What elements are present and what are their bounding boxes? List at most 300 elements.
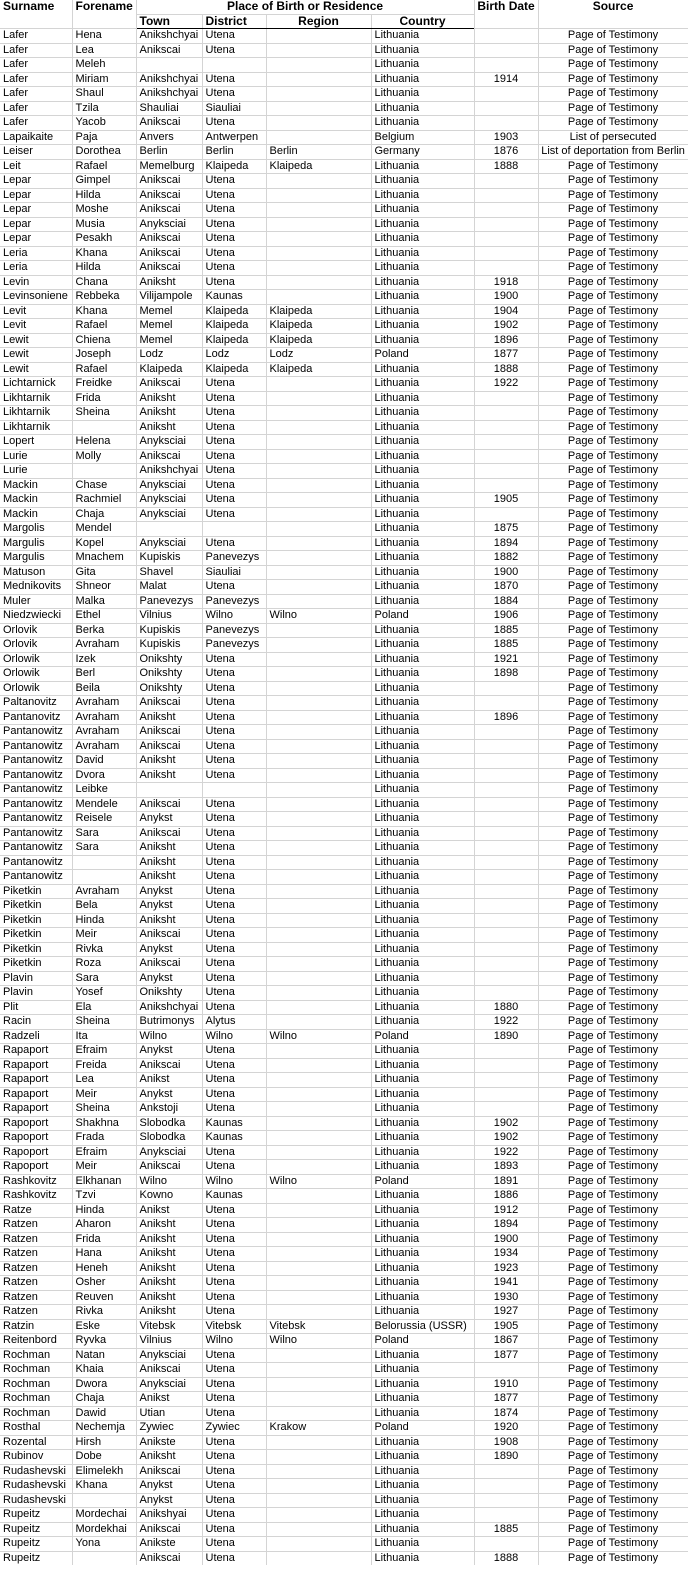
source-cell: Page of Testimony [538,1334,688,1349]
source-cell: Page of Testimony [538,957,688,972]
surname-cell: Pantanovitz [0,710,72,725]
birth-date-cell [474,957,538,972]
birth-date-cell: 1903 [474,130,538,145]
source-cell: Page of Testimony [538,362,688,377]
forename-cell: Frida [72,1232,136,1247]
birth-date-cell [474,420,538,435]
surname-cell: Ratzen [0,1290,72,1305]
header-town: Town [136,14,202,29]
forename-cell: Hirsh [72,1435,136,1450]
region-cell [266,1276,371,1291]
source-cell: List of deportation from Berlin [538,145,688,160]
source-cell: Page of Testimony [538,43,688,58]
district-cell: Utena [202,870,266,885]
table-row [0,957,688,972]
table-row [0,1203,688,1218]
forename-cell: Beila [72,681,136,696]
forename-cell: Paja [72,130,136,145]
district-cell: Alytus [202,1015,266,1030]
table-row [0,72,688,87]
forename-cell: Gimpel [72,174,136,189]
town-cell: Anikscai [136,188,202,203]
district-cell: Wilno [202,1174,266,1189]
birth-date-cell [474,1537,538,1552]
region-cell [266,493,371,508]
table-row [0,768,688,783]
district-cell: Vitebsk [202,1319,266,1334]
birth-date-cell: 1884 [474,594,538,609]
country-cell: Lithuania [371,362,474,377]
table-row [0,304,688,319]
surname-cell: Radzeli [0,1029,72,1044]
surname-cell: Rudashevski [0,1479,72,1494]
source-cell: Page of Testimony [538,652,688,667]
table-row [0,1334,688,1349]
district-cell: Utena [202,884,266,899]
surname-cell: Pantanowitz [0,855,72,870]
table-row [0,725,688,740]
forename-cell: Izek [72,652,136,667]
surname-cell: Lafer [0,87,72,102]
birth-date-cell [474,261,538,276]
source-cell: Page of Testimony [538,333,688,348]
district-cell: Klaipeda [202,333,266,348]
district-cell: Panevezys [202,594,266,609]
region-cell [266,406,371,421]
source-cell: Page of Testimony [538,1029,688,1044]
country-cell: Lithuania [371,406,474,421]
district-cell: Klaipeda [202,304,266,319]
birth-date-cell: 1888 [474,1551,538,1565]
town-cell: Aniksht [136,1290,202,1305]
district-cell: Utena [202,449,266,464]
region-cell [266,1392,371,1407]
forename-cell: Yona [72,1537,136,1552]
birth-date-cell: 1896 [474,333,538,348]
region-cell: Klaipeda [266,304,371,319]
birth-date-cell [474,1464,538,1479]
birth-date-cell [474,681,538,696]
region-cell [266,797,371,812]
town-cell: Anikscai [136,174,202,189]
country-cell: Lithuania [371,203,474,218]
source-cell: Page of Testimony [538,884,688,899]
header-surname: Surname [0,0,72,29]
town-cell: Aniksht [136,1218,202,1233]
town-cell: Anikshchyai [136,1000,202,1015]
surname-cell: Rochman [0,1377,72,1392]
town-cell: Aniksht [136,391,202,406]
region-cell [266,58,371,73]
region-cell [266,1464,371,1479]
table-row [0,58,688,73]
source-cell: Page of Testimony [538,203,688,218]
district-cell: Wilno [202,1029,266,1044]
region-cell [266,1160,371,1175]
source-cell: Page of Testimony [538,594,688,609]
forename-cell: Rafael [72,159,136,174]
town-cell: Anikscai [136,116,202,131]
surname-cell: Niedzwiecki [0,609,72,624]
town-cell: Aniksht [136,1450,202,1465]
surname-cell: Paltanovitz [0,696,72,711]
birth-date-cell: 1888 [474,159,538,174]
country-cell: Lithuania [371,1145,474,1160]
region-cell [266,1073,371,1088]
birth-date-cell: 1894 [474,1218,538,1233]
region-cell [266,913,371,928]
table-row [0,1392,688,1407]
forename-cell: Hana [72,1247,136,1262]
table-row [0,464,688,479]
forename-cell: Shaul [72,87,136,102]
region-cell [266,1203,371,1218]
town-cell: Wilno [136,1174,202,1189]
birth-date-cell: 1900 [474,1232,538,1247]
country-cell: Poland [371,1174,474,1189]
town-cell: Anyksciai [136,1348,202,1363]
table-row [0,681,688,696]
forename-cell: Shakhna [72,1116,136,1131]
country-cell: Lithuania [371,1073,474,1088]
source-cell: Page of Testimony [538,971,688,986]
region-cell [266,1131,371,1146]
surname-cell: Piketkin [0,899,72,914]
source-cell: Page of Testimony [538,304,688,319]
table-row [0,942,688,957]
district-cell: Utena [202,1102,266,1117]
forename-cell: Avraham [72,739,136,754]
table-row [0,913,688,928]
region-cell [266,391,371,406]
birth-date-cell: 1894 [474,536,538,551]
district-cell: Utena [202,1218,266,1233]
region-cell [266,232,371,247]
district-cell: Utena [202,1537,266,1552]
surname-cell: Plit [0,1000,72,1015]
header-district: District [202,14,266,29]
source-cell: Page of Testimony [538,1044,688,1059]
birth-date-cell: 1885 [474,638,538,653]
source-cell: Page of Testimony [538,464,688,479]
birth-date-cell: 1880 [474,1000,538,1015]
surname-cell: Piketkin [0,884,72,899]
country-cell: Lithuania [371,826,474,841]
region-cell [266,1232,371,1247]
town-cell: Anikscai [136,696,202,711]
table-row [0,855,688,870]
region-cell [266,681,371,696]
birth-date-cell: 1921 [474,652,538,667]
source-cell: Page of Testimony [538,478,688,493]
country-cell: Lithuania [371,1102,474,1117]
region-cell [266,1508,371,1523]
country-cell: Germany [371,145,474,160]
source-cell: Page of Testimony [538,174,688,189]
birth-date-cell: 1896 [474,710,538,725]
region-cell [266,1305,371,1320]
town-cell: Anyksciai [136,493,202,508]
forename-cell: Sheina [72,1102,136,1117]
district-cell: Utena [202,1479,266,1494]
country-cell: Lithuania [371,681,474,696]
table-row [0,710,688,725]
forename-cell: Mnachem [72,551,136,566]
region-cell [266,1015,371,1030]
surname-cell: Piketkin [0,957,72,972]
town-cell: Anikscai [136,957,202,972]
forename-cell: Ethel [72,609,136,624]
country-cell: Lithuania [371,1348,474,1363]
country-cell: Lithuania [371,1087,474,1102]
table-row [0,1116,688,1131]
town-cell: Anikscai [136,739,202,754]
surname-cell: Piketkin [0,942,72,957]
country-cell: Lithuania [371,72,474,87]
surname-cell: Lewit [0,348,72,363]
district-cell: Siauliai [202,565,266,580]
surname-cell: Plavin [0,971,72,986]
birth-date-cell [474,1479,538,1494]
district-cell: Utena [202,203,266,218]
source-cell: Page of Testimony [538,783,688,798]
forename-cell: Heneh [72,1261,136,1276]
birth-date-cell: 1906 [474,609,538,624]
surname-cell: Ratzin [0,1319,72,1334]
region-cell [266,971,371,986]
country-cell: Lithuania [371,942,474,957]
district-cell: Siauliai [202,101,266,116]
district-cell: Wilno [202,609,266,624]
country-cell: Lithuania [371,855,474,870]
district-cell: Utena [202,1247,266,1262]
country-cell: Lithuania [371,884,474,899]
forename-cell: Khaia [72,1363,136,1378]
birth-date-cell: 1877 [474,348,538,363]
town-cell: Anikscai [136,449,202,464]
source-cell: Page of Testimony [538,1232,688,1247]
district-cell: Utena [202,87,266,102]
birth-date-cell [474,449,538,464]
table-row [0,507,688,522]
surname-cell: Rochman [0,1348,72,1363]
table-row [0,1073,688,1088]
table-row [0,101,688,116]
table-row [0,362,688,377]
birth-date-cell: 1870 [474,580,538,595]
source-cell: Page of Testimony [538,667,688,682]
surname-cell: Pantanowitz [0,783,72,798]
forename-cell: Berka [72,623,136,638]
table-row [0,377,688,392]
country-cell: Lithuania [371,1131,474,1146]
table-row [0,420,688,435]
surname-cell: Ratzen [0,1261,72,1276]
source-cell: Page of Testimony [538,1363,688,1378]
region-cell [266,1145,371,1160]
table-row [0,1450,688,1465]
town-cell: Aniksht [136,420,202,435]
birth-date-cell: 1941 [474,1276,538,1291]
country-cell: Lithuania [371,464,474,479]
birth-date-cell [474,899,538,914]
town-cell: Anikshchyai [136,464,202,479]
country-cell: Lithuania [371,43,474,58]
birth-date-cell: 1908 [474,1435,538,1450]
district-cell: Utena [202,188,266,203]
birth-date-cell: 1912 [474,1203,538,1218]
region-cell [266,594,371,609]
country-cell: Lithuania [371,710,474,725]
source-cell: Page of Testimony [538,348,688,363]
country-cell: Lithuania [371,1015,474,1030]
surname-cell: Lewit [0,333,72,348]
region-cell [266,420,371,435]
surname-cell: Pantanowitz [0,754,72,769]
table-row [0,551,688,566]
country-cell: Lithuania [371,667,474,682]
region-cell [266,1450,371,1465]
source-cell: Page of Testimony [538,217,688,232]
table-row [0,1044,688,1059]
forename-cell: Rebbeka [72,290,136,305]
district-cell: Utena [202,1203,266,1218]
country-cell: Lithuania [371,420,474,435]
town-cell: Aniksht [136,1305,202,1320]
forename-cell [72,1551,136,1565]
town-cell: Wilno [136,1029,202,1044]
birth-date-cell [474,1493,538,1508]
source-cell: Page of Testimony [538,1015,688,1030]
region-cell: Klaipeda [266,319,371,334]
region-cell [266,1058,371,1073]
surname-cell: Rapoport [0,1160,72,1175]
table-row [0,1464,688,1479]
table-row [0,87,688,102]
region-cell [266,638,371,653]
birth-date-cell [474,783,538,798]
town-cell: Utian [136,1406,202,1421]
country-cell: Lithuania [371,768,474,783]
town-cell: Anykst [136,1479,202,1494]
country-cell: Lithuania [371,1392,474,1407]
header-source: Source [538,0,688,29]
forename-cell: Dwora [72,1377,136,1392]
forename-cell: Rafael [72,362,136,377]
town-cell: Anyksciai [136,478,202,493]
district-cell: Utena [202,812,266,827]
source-cell: Page of Testimony [538,493,688,508]
forename-cell: Pesakh [72,232,136,247]
town-cell: Anikscai [136,1522,202,1537]
surname-cell: Plavin [0,986,72,1001]
source-cell: Page of Testimony [538,1102,688,1117]
country-cell: Lithuania [371,246,474,261]
birth-date-cell [474,797,538,812]
town-cell: Anykst [136,942,202,957]
town-cell: Anikscai [136,377,202,392]
town-cell: Anikscai [136,928,202,943]
forename-cell: Hilda [72,261,136,276]
town-cell: Kowno [136,1189,202,1204]
region-cell [266,1189,371,1204]
forename-cell: Hena [72,29,136,44]
surname-cell: Pantanowitz [0,812,72,827]
table-row [0,667,688,682]
town-cell: Anikscai [136,246,202,261]
surname-cell: Rochman [0,1392,72,1407]
source-cell: Page of Testimony [538,1247,688,1262]
table-row [0,188,688,203]
surname-cell: Lafer [0,58,72,73]
surname-cell: Lafer [0,43,72,58]
forename-cell: Meleh [72,58,136,73]
surname-cell: Rashkovitz [0,1189,72,1204]
birth-date-cell [474,1102,538,1117]
table-row [0,116,688,131]
forename-cell: Meir [72,928,136,943]
surname-cell: Rupeitz [0,1508,72,1523]
country-cell: Lithuania [371,304,474,319]
town-cell: Anyksciai [136,1377,202,1392]
town-cell: Anykst [136,971,202,986]
table-row [0,783,688,798]
town-cell: Anikst [136,1203,202,1218]
country-cell: Lithuania [371,319,474,334]
source-cell: Page of Testimony [538,1377,688,1392]
birth-date-cell: 1914 [474,72,538,87]
forename-cell: Dorothea [72,145,136,160]
town-cell: Aniksht [136,1261,202,1276]
country-cell: Lithuania [371,1276,474,1291]
town-cell: Anykst [136,884,202,899]
country-cell: Lithuania [371,696,474,711]
source-cell: Page of Testimony [538,1508,688,1523]
surname-cell: Lichtarnick [0,377,72,392]
surname-cell: Leria [0,261,72,276]
forename-cell: Elimelekh [72,1464,136,1479]
forename-cell: Avraham [72,725,136,740]
birth-date-cell [474,406,538,421]
birth-date-cell: 1888 [474,362,538,377]
district-cell: Utena [202,1087,266,1102]
table-row [0,826,688,841]
source-cell: Page of Testimony [538,899,688,914]
surname-cell: Orlowik [0,667,72,682]
district-cell: Utena [202,377,266,392]
source-cell: Page of Testimony [538,739,688,754]
town-cell: Anikscai [136,203,202,218]
country-cell: Lithuania [371,449,474,464]
town-cell: Panevezys [136,594,202,609]
source-cell: Page of Testimony [538,551,688,566]
surname-cell: Likhtarnik [0,420,72,435]
birth-date-cell: 1874 [474,1406,538,1421]
district-cell: Utena [202,1232,266,1247]
forename-cell: Rafael [72,319,136,334]
town-cell: Kupiskis [136,551,202,566]
region-cell [266,101,371,116]
region-cell [266,667,371,682]
surname-cell: Ratzen [0,1276,72,1291]
table-row [0,406,688,421]
source-cell: Page of Testimony [538,275,688,290]
country-cell: Lithuania [371,1000,474,1015]
birth-date-cell [474,725,538,740]
source-cell: Page of Testimony [538,812,688,827]
surname-cell: Rapoport [0,1116,72,1131]
forename-cell: Efraim [72,1145,136,1160]
